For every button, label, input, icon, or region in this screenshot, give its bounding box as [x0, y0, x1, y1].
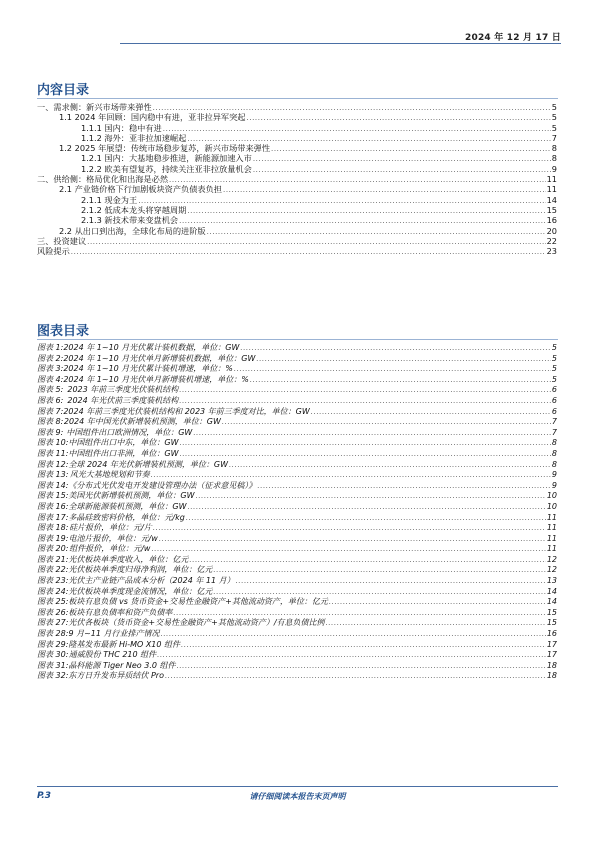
figure-entry[interactable]	[37, 343, 557, 354]
figure-number: 图表 15:	[37, 491, 69, 501]
figure-label: 全球 2024 年光伏新增装机预测，单位：GW	[68, 459, 228, 469]
figure-page: 14	[546, 586, 557, 596]
figure-entry[interactable]	[37, 661, 557, 672]
toc-entry-page: 8	[551, 153, 557, 164]
figure-number: 图表 8:	[37, 417, 64, 427]
figure-label: 硅片报价，单位：元/片	[69, 523, 152, 533]
figure-label: 2024 年前三季度光伏装机结构和 2023 年前三季度对比，单位：GW	[63, 406, 310, 416]
dot-leader	[240, 343, 551, 354]
dot-leader	[189, 555, 545, 566]
dot-leader	[253, 165, 551, 175]
figure-page: 13	[546, 576, 557, 586]
figure-number: 图表 13:	[37, 470, 69, 480]
dot-leader	[181, 640, 546, 651]
dot-leader	[165, 671, 546, 682]
toc-entry-page: 5	[551, 122, 557, 133]
figure-number: 图表 1:	[37, 343, 64, 352]
figure-entry[interactable]	[37, 417, 557, 428]
figure-entry[interactable]	[37, 608, 557, 619]
figure-entry[interactable]	[37, 565, 557, 576]
figure-page: 5	[551, 353, 557, 363]
dot-leader	[151, 544, 545, 555]
toc-entry[interactable]	[37, 246, 557, 256]
toc-entry[interactable]	[37, 102, 557, 112]
toc-entry-page: 20	[546, 225, 557, 236]
figure-entry[interactable]	[37, 428, 557, 439]
toc-entry[interactable]	[37, 226, 557, 236]
figure-number: 图表 10:	[37, 438, 69, 448]
toc-entry[interactable]	[37, 205, 557, 215]
figure-entry[interactable]	[37, 576, 557, 587]
figure-number: 图表 5:	[37, 385, 64, 395]
toc-entry[interactable]	[37, 153, 557, 163]
figures-title: 图表目录	[37, 324, 90, 339]
figure-entry[interactable]	[37, 513, 557, 524]
figure-label: 2024 年中国光伏新增装机预测，单位：GW	[63, 417, 221, 427]
figure-label: 风光大基地规划和节奏	[69, 470, 150, 480]
figure-entry[interactable]	[37, 502, 557, 513]
dot-leader	[222, 417, 551, 428]
figure-page: 10	[546, 501, 557, 511]
figure-label: 2024 年 1~10 月光伏单月新增装机增速，单位：%	[63, 374, 249, 384]
dot-leader	[223, 185, 546, 195]
figure-label: 板块有息负债率和资产负债率	[68, 607, 173, 617]
figure-number: 图表 28:	[37, 629, 69, 639]
figure-entry[interactable]	[37, 438, 557, 449]
toc-entry-page: 15	[546, 204, 557, 215]
figure-page: 17	[546, 650, 557, 660]
dot-leader	[311, 407, 551, 418]
toc-entry-label: 2.1.2 低成本龙头将穿越周期	[81, 204, 187, 215]
figure-label: 2023 年前三季度光伏装机结构	[67, 385, 179, 395]
dot-leader	[163, 124, 551, 134]
figure-page: 16	[546, 629, 557, 639]
toc-entry-page: 5	[551, 112, 557, 123]
figure-label: 美国光伏新增装机预测，单位：GW	[68, 491, 195, 501]
figure-entry[interactable]	[37, 650, 557, 661]
figure-page: 11	[546, 544, 557, 554]
figure-number: 图表 29:	[37, 639, 69, 649]
dot-leader	[250, 375, 551, 386]
dot-leader	[173, 608, 545, 619]
figure-entry[interactable]	[37, 491, 557, 502]
figure-number: 图表 3:	[37, 364, 64, 374]
toc-entry-label: 2.1.3 新技术带来变盘机会	[81, 215, 179, 226]
contents-title: 内容目录	[37, 83, 90, 98]
header-rule	[120, 43, 561, 44]
dot-leader	[179, 396, 551, 407]
figure-page: 15	[546, 607, 557, 617]
figure-number: 图表 32:	[37, 671, 69, 681]
figure-number: 图表 14:	[37, 480, 69, 490]
figure-page: 8	[551, 459, 557, 469]
figure-number: 图表 7:	[37, 406, 64, 416]
figure-entry[interactable]	[37, 470, 557, 481]
dot-leader	[229, 460, 551, 471]
figure-entry[interactable]	[37, 385, 557, 396]
figure-label: 2024 年 1~10 月光伏累计装机增速，单位：%	[63, 364, 233, 374]
dot-leader	[179, 216, 545, 226]
figure-number: 图表 11:	[37, 448, 69, 458]
figure-label: 电池片报价，单位：元/w	[68, 533, 158, 543]
disclaimer-note[interactable]: 请仔细阅读本报告末页声明	[249, 792, 346, 801]
figure-entry[interactable]	[37, 587, 557, 598]
figure-number: 图表 30:	[37, 650, 69, 660]
figure-entry[interactable]	[37, 671, 557, 682]
dot-leader	[179, 385, 551, 396]
figure-entry[interactable]	[37, 534, 557, 545]
toc-entry[interactable]	[37, 215, 557, 225]
figure-label: 晶科能源 Tiger Neo 3.0 组件	[68, 660, 176, 670]
figure-number: 图表 12:	[37, 459, 69, 469]
toc-entry-label: 1.1.2 海外：亚非拉加速崛起	[81, 132, 187, 143]
toc-entry-page: 23	[546, 246, 557, 257]
figure-label: 通威股份 THC 210 组件	[68, 650, 157, 660]
figure-page: 5	[551, 364, 557, 374]
toc-entry-label: 1.2.1 国内：大基地稳步推进，新能源加速入市	[81, 153, 252, 164]
toc-entry-label: 2.1.1 现金为王	[81, 194, 138, 205]
figure-page: 6	[551, 406, 557, 416]
figure-entry[interactable]	[37, 555, 557, 566]
toc-entry[interactable]	[37, 174, 557, 184]
figures-rule	[37, 339, 558, 340]
figure-page: 7	[551, 417, 557, 427]
figure-label: 中国组件出口欧洲情况，单位：GW	[66, 427, 193, 437]
toc-entry-page: 7	[551, 132, 557, 143]
figure-label: 中国组件出口非洲，单位：GW	[68, 448, 179, 458]
toc-entry[interactable]	[37, 133, 557, 143]
figure-number: 图表 27:	[37, 618, 69, 628]
figure-label: 《分布式光伏发电开发建设管理办法（征求意见稿）》	[68, 480, 257, 490]
dot-leader	[257, 481, 550, 492]
toc-entry-page: 22	[546, 235, 557, 246]
figure-label: 组件报价，单位：元/w	[69, 544, 151, 554]
dot-leader	[188, 502, 546, 513]
dot-leader	[71, 247, 546, 257]
figure-label: 多晶硅致密料价格，单位：元/kg	[68, 512, 185, 522]
dot-leader	[180, 438, 551, 449]
figure-page: 12	[546, 554, 557, 564]
figure-page: 7	[551, 427, 557, 437]
dot-leader	[169, 175, 546, 185]
toc-entry-label: 2.2 从出口到出海，全球化布局的进阶版	[59, 225, 206, 236]
figure-entry[interactable]	[37, 597, 557, 608]
figure-number: 图表 9:	[37, 427, 64, 437]
dot-leader	[213, 565, 545, 576]
toc-entry-page: 14	[546, 194, 557, 205]
figure-number: 图表 31:	[37, 660, 69, 670]
figure-label: 光伏板块单季度现金流情况，单位：亿元	[68, 586, 213, 596]
dot-leader	[157, 650, 546, 661]
figure-label: 板块有息负债 vs 货币资金+交易性金融资产+其他流动资产，单位：亿元	[68, 597, 328, 607]
figure-number: 图表 16:	[37, 501, 69, 511]
figure-page: 12	[546, 565, 557, 575]
toc-entry-label: 1.1.1 国内：稳中有进	[81, 122, 162, 133]
figure-page: 11	[546, 523, 557, 533]
figure-entry[interactable]	[37, 375, 557, 386]
dot-leader	[326, 618, 546, 629]
figure-label: 2024 年光伏前三季度装机结构	[67, 395, 179, 405]
toc-entry-label: 1.2.2 欧美有望复苏，持续关注亚非拉放量机会	[81, 163, 252, 174]
figure-entry[interactable]	[37, 396, 557, 407]
figure-number: 图表 17:	[37, 512, 69, 522]
toc-entry-label: 一、需求侧：新兴市场带来弹性	[37, 102, 152, 112]
dot-leader	[193, 428, 551, 439]
figure-number: 图表 25:	[37, 597, 69, 607]
figure-label: 光伏板块单季度收入，单位：亿元	[68, 554, 189, 564]
figure-number: 图表 2:	[37, 353, 64, 363]
toc-entry[interactable]	[37, 184, 557, 194]
contents-list	[37, 102, 557, 256]
toc-entry-label: 1.2 2025 年展望：传统市场稳步复苏，新兴市场带来弹性	[59, 143, 271, 154]
footer-rule	[37, 786, 558, 787]
toc-entry[interactable]	[37, 112, 557, 122]
toc-entry-label: 三、投资建议	[37, 235, 87, 246]
figure-label: 中国组件出口中东，单位：GW	[68, 438, 179, 448]
figure-entry[interactable]	[37, 354, 557, 365]
figure-number: 图表 22:	[37, 565, 69, 575]
dot-leader	[253, 154, 551, 164]
figure-label: 2024 年 1~10 月光伏单月新增装机数据，单位：GW	[63, 353, 256, 363]
dot-leader	[187, 206, 545, 216]
figure-number: 图表 20:	[37, 544, 69, 554]
figure-number: 图表 6:	[37, 395, 64, 405]
figure-page: 18	[546, 660, 557, 670]
figure-number: 图表 21:	[37, 554, 69, 564]
figure-page: 11	[546, 533, 557, 543]
dot-leader	[271, 144, 551, 154]
figure-number: 图表 24:	[37, 586, 69, 596]
figure-page: 5	[551, 343, 557, 352]
toc-entry-page: 9	[551, 163, 557, 174]
figure-label: 东方日升发布异质结伏 Pro	[68, 671, 164, 681]
figure-number: 图表 18:	[37, 523, 69, 533]
figure-page: 11	[546, 512, 557, 522]
toc-entry[interactable]	[37, 236, 557, 246]
dot-leader	[236, 576, 546, 587]
figure-page: 10	[546, 491, 557, 501]
figure-entry[interactable]	[37, 449, 557, 460]
page-number: P.3	[37, 791, 51, 801]
report-date: 2024 年 12 月 17 日	[465, 33, 561, 43]
dot-leader	[161, 629, 546, 640]
figure-entry[interactable]	[37, 523, 557, 534]
dot-leader	[159, 534, 546, 545]
dot-leader	[329, 597, 546, 608]
figure-page: 9	[551, 470, 557, 480]
figure-page: 6	[551, 385, 557, 395]
figure-page: 8	[551, 438, 557, 448]
figure-number: 图表 23:	[37, 576, 69, 586]
figure-entry[interactable]	[37, 460, 557, 471]
figure-page: 18	[546, 671, 557, 681]
dot-leader	[180, 449, 551, 460]
toc-entry[interactable]	[37, 123, 557, 133]
figure-page: 5	[551, 374, 557, 384]
figure-page: 8	[551, 448, 557, 458]
figure-label: 光伏主产业链产品成本分析（2024 年 11 月）	[68, 576, 235, 586]
figure-label: 全球新能源装机预测，单位：GW	[68, 501, 187, 511]
toc-entry-page: 16	[546, 215, 557, 226]
dot-leader	[213, 587, 545, 598]
toc-entry-label: 风险提示	[37, 246, 70, 257]
figure-number: 图表 4:	[37, 374, 64, 384]
contents-rule	[37, 98, 558, 99]
dot-leader	[207, 227, 546, 237]
toc-entry-label: 二、供给侧：格局优化和出海是必然	[37, 174, 169, 185]
dot-leader	[234, 364, 551, 375]
toc-entry[interactable]	[37, 164, 557, 174]
figure-entry[interactable]	[37, 618, 557, 629]
figure-label: 2024 年 1~10 月光伏累计装机数据，单位：GW	[63, 343, 240, 352]
figures-list	[37, 343, 557, 682]
figure-number: 图表 26:	[37, 607, 69, 617]
dot-leader	[151, 470, 551, 481]
figure-label: 9 月~11 月行业排产情况	[68, 629, 160, 639]
figure-entry[interactable]	[37, 629, 557, 640]
dot-leader	[177, 661, 546, 672]
toc-entry[interactable]	[37, 195, 557, 205]
dot-leader	[256, 354, 551, 365]
dot-leader	[138, 196, 545, 206]
dot-leader	[246, 113, 550, 123]
figure-entry[interactable]	[37, 481, 557, 492]
dot-leader	[186, 513, 546, 524]
figure-label: 隆基发布最新 Hi-MO X10 组件	[68, 639, 181, 649]
figure-page: 15	[546, 618, 557, 628]
figure-page: 17	[546, 639, 557, 649]
toc-entry-page: 8	[551, 143, 557, 154]
figure-page: 9	[551, 480, 557, 490]
toc-entry-label: 2.1 产业链价格下行加剧板块资产负债表负担	[59, 184, 222, 195]
figure-page: 14	[546, 597, 557, 607]
figure-label: 光伏各板块（货币资金+交易性金融资产+其他流动资产）/有息负债比例	[68, 618, 325, 628]
figure-entry[interactable]	[37, 640, 557, 651]
dot-leader	[196, 491, 546, 502]
figure-label: 光伏板块单季度归母净利润，单位：亿元	[68, 565, 213, 575]
figure-entry[interactable]	[37, 407, 557, 418]
dot-leader	[87, 237, 545, 247]
figure-page: 6	[551, 395, 557, 405]
figure-entry[interactable]	[37, 544, 557, 555]
toc-entry-page: 11	[546, 184, 557, 195]
figure-entry[interactable]	[37, 364, 557, 375]
toc-entry-label: 1.1 2024 年回顾：国内稳中有进，亚非拉异军突起	[59, 112, 246, 123]
toc-entry-page: 11	[546, 174, 557, 185]
toc-entry[interactable]	[37, 143, 557, 153]
dot-leader	[153, 523, 546, 534]
figure-number: 图表 19:	[37, 533, 69, 543]
toc-entry-page: 5	[551, 102, 557, 112]
